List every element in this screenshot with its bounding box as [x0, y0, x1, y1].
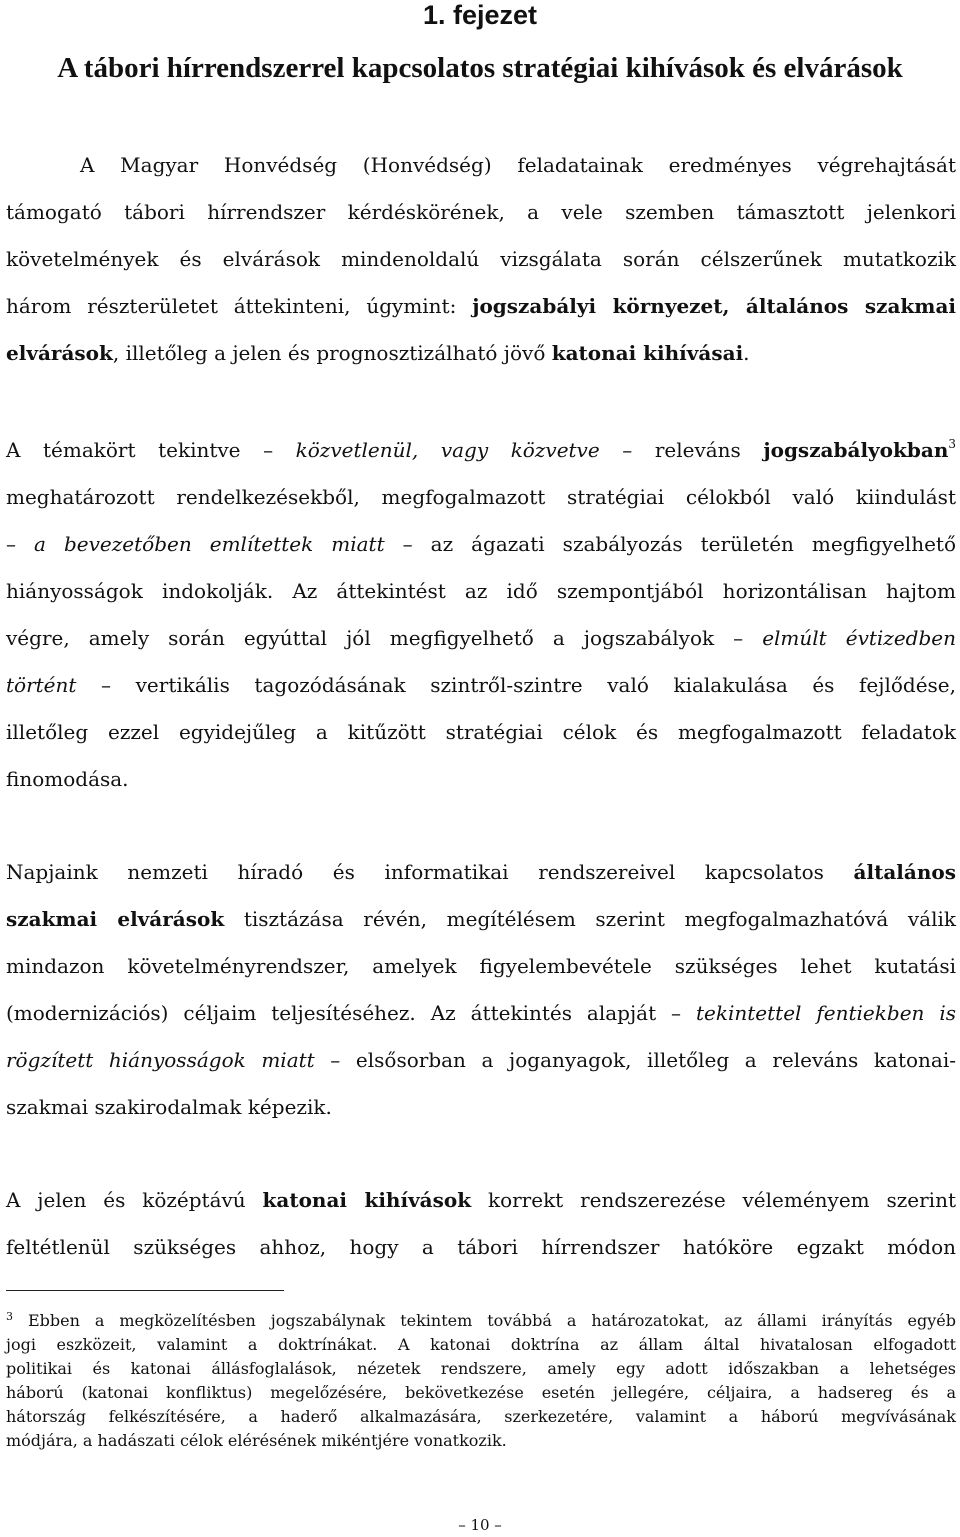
text-run: korrekt rendszerezése véleményem szerint: [471, 1188, 956, 1212]
footnote-line: [6, 1309, 956, 1333]
paragraph-line: szakmai szakirodalmak képezik.: [6, 1095, 332, 1119]
text-run: –: [6, 532, 35, 556]
paragraph-line: meghatározott rendelkezésekből, megfogalmazott stratégiai célokból való kiindulást: [6, 485, 956, 509]
italic-term: tekintettel fentiekben is: [696, 1001, 956, 1025]
paragraph-line: A Magyar Honvédség (Honvédség) feladatainak eredményes végrehajtását: [80, 153, 956, 177]
paragraph-line: [6, 849, 956, 896]
paragraph-line: követelmények és elvárások mindenoldalú vizsgálata során célszerűnek mutatkozik: [6, 247, 956, 271]
page-number: – 10 –: [458, 1516, 502, 1534]
text-run: – elsősorban a joganyagok, illetőleg a releváns katonai-: [314, 1048, 957, 1072]
paragraph-line: [6, 662, 956, 709]
text-run: három részterületet áttekinteni, úgymint:: [6, 294, 473, 318]
text-run: Ebben a megközelítésben jogszabálynak tekintem továbbá a határozatokat, az állami irányítás egyéb: [13, 1311, 956, 1330]
paragraph-line: támogató tábori hírrendszer kérdéskörének, a vele szemben támasztott jelenkori: [6, 200, 956, 224]
footnote: [6, 1309, 956, 1453]
paragraph-line: mindazon követelményrendszer, amelyek figyelembevétele szükséges lehet kutatási: [6, 954, 956, 978]
paragraph-line: illetőleg ezzel egyidejűleg a kitűzött stratégiai célok és megfogalmazott feladatok: [6, 720, 956, 744]
italic-term: rögzített hiányosságok miatt: [6, 1048, 315, 1072]
footnote-marker: 3: [6, 1310, 13, 1323]
text-run: – releváns: [599, 438, 764, 462]
paragraph-3: [6, 849, 956, 1131]
paragraph-line: [6, 283, 956, 330]
paragraph-line: [6, 330, 956, 377]
bold-term: jogszabályokban: [763, 438, 949, 462]
text-run: A jelen és középtávú: [6, 1188, 263, 1212]
footnote-line: háború (katonai konfliktus) megelőzésére, bekövetkezése esetén jellegére, céljaira, a hadsereg és a: [6, 1383, 956, 1402]
text-run: A témakört tekintve –: [6, 438, 296, 462]
footnote-separator: [6, 1290, 284, 1291]
paragraph-line: [6, 615, 956, 662]
text-run: .: [743, 341, 750, 365]
paragraph-1: [6, 142, 956, 377]
paragraph-2: [6, 427, 956, 803]
paragraph-4: [6, 1177, 956, 1271]
footnote-line: jogi eszközeit, valamint a doktrínákat. A katonai doktrína az állam által hivatalosan elfogadott: [6, 1335, 956, 1354]
footnote-line: politikai és katonai állásfoglalások, nézetek rendszere, amely egy adott időszakban a lehetséges: [6, 1359, 956, 1378]
text-run: tisztázása révén, megítélésem szerint megfogalmazhatóvá válik: [224, 907, 956, 931]
italic-term: elmúlt évtizedben: [762, 626, 957, 650]
paragraph-line: [6, 521, 956, 568]
italic-term: a bevezetőben említettek miatt: [34, 532, 385, 556]
footnote-line: módjára, a hadászati célok elérésének mikéntjére vonatkozik.: [6, 1431, 507, 1450]
paragraph-line: [6, 427, 956, 474]
text-run: (modernizációs) céljaim teljesítéséhez. Az áttekintés alapját –: [6, 1001, 696, 1025]
bold-term: katonai kihívásai: [551, 341, 744, 365]
italic-term: történt: [6, 673, 77, 697]
bold-term: jogszabályi környezet, általános szakmai: [472, 294, 956, 318]
bold-term: szakmai elvárások: [6, 907, 225, 931]
paragraph-line: finomodása.: [6, 767, 129, 791]
footnote-reference[interactable]: 3: [948, 437, 956, 451]
text-run: – az ágazati szabályozás területén megfigyelhető: [384, 532, 957, 556]
paragraph-line: [6, 1177, 956, 1224]
text-run: – vertikális tagozódásának szintről-szintre való kialakulása és fejlődése,: [76, 673, 956, 697]
chapter-title: A tábori hírrendszerrel kapcsolatos stratégiai kihívások és elvárások: [57, 52, 903, 84]
text-run: Napjaink nemzeti híradó és informatikai rendszereivel kapcsolatos: [6, 860, 854, 884]
bold-term: katonai kihívások: [262, 1188, 472, 1212]
text-run: végre, amely során egyúttal jól megfigyelhető a jogszabályok –: [6, 626, 763, 650]
italic-term: közvetlenül, vagy közvetve: [295, 438, 600, 462]
bold-term: általános: [853, 860, 956, 884]
footnote-line: hátország felkészítésére, a haderő alkalmazására, szerkezetére, valamint a háború megvívásának: [6, 1407, 956, 1426]
paragraph-line: [6, 896, 956, 943]
paragraph-line: [6, 990, 956, 1037]
chapter-heading: 1. fejezet: [422, 0, 538, 30]
bold-term: elvárások: [6, 341, 113, 365]
paragraph-line: feltétlenül szükséges ahhoz, hogy a tábori hírrendszer hatóköre egzakt módon: [6, 1235, 956, 1259]
text-run: , illetőleg a jelen és prognosztizálható jövő: [112, 341, 552, 365]
paragraph-line: hiányosságok indokolják. Az áttekintést az idő szempontjából horizontálisan hajtom: [6, 579, 956, 603]
paragraph-line: [6, 1037, 956, 1084]
